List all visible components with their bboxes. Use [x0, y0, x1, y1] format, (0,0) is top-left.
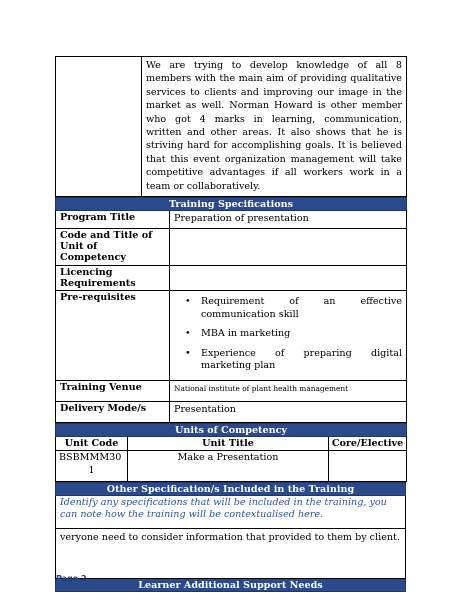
other-specifications-table [55, 482, 406, 592]
other-specifications-heading: Other Specification/s Included in the Training [56, 483, 406, 496]
training-specifications-table [55, 197, 407, 423]
prerequisite-item: • MBA in marketing [185, 328, 291, 340]
core-elective-header: Core/Elective [329, 437, 407, 451]
bullet-icon: • [185, 296, 191, 308]
unit-title-header: Unit Title [128, 437, 329, 451]
prerequisites-list [170, 291, 406, 380]
unit-code-cell: BSBMMM30 1 [56, 451, 128, 482]
learner-support-heading: Learner Additional Support Needs [56, 579, 406, 592]
unit-code-header: Unit Code [56, 437, 128, 451]
delivery-mode-label: Delivery Mode/s [56, 402, 170, 423]
other-specifications-text: veryone need to consider information that provided to them by client. [56, 529, 406, 579]
training-specifications-heading: Training Specifications [56, 198, 407, 211]
delivery-mode-value: Presentation [170, 402, 407, 423]
table-row [56, 451, 407, 482]
intro-paragraph: We are trying to develop knowledge of all 8 members with the main aim of providing qualitative services to clients and improving our image in the market as well. Norman Howard is other member who got 4 marks in learning, communication, written and other areas. It also shows that he is striving hard for accomplishing goals. It is believed that this event organization management will take competitive advantages if all workers work in a team or collaboratively. [142, 57, 407, 197]
prerequisites-cell [170, 291, 407, 381]
code-title-value [170, 229, 407, 266]
core-elective-cell [329, 451, 407, 482]
document-body [55, 56, 406, 592]
units-of-competency-table [55, 423, 407, 482]
prerequisites-label: Pre-requisites [56, 291, 170, 381]
licencing-label: Licencing Requirements [56, 265, 170, 290]
page-number: Page 2 [56, 574, 87, 583]
intro-table [55, 56, 407, 197]
units-of-competency-heading: Units of Competency [56, 424, 407, 437]
licencing-value [170, 265, 407, 290]
program-title-value: Preparation of presentation [170, 211, 407, 229]
program-title-label: Program Title [56, 211, 170, 229]
unit-title-cell: Make a Presentation [128, 451, 329, 482]
prerequisite-item: • Experience of preparing digital marketing plan [185, 347, 403, 372]
training-venue-value: National institute of plant health management [170, 381, 407, 402]
code-title-label: Code and Title of Unit of Competency [56, 229, 170, 266]
bullet-icon: • [185, 328, 191, 340]
bullet-icon: • [185, 347, 191, 359]
intro-empty-cell [56, 57, 142, 197]
prerequisite-item: • Requirement of an effective communication skill [185, 296, 403, 320]
other-specifications-note: Identify any specifications that will be included in the training, you can note how the training will be contextualised here. [56, 496, 406, 529]
training-venue-label: Training Venue [56, 381, 170, 402]
